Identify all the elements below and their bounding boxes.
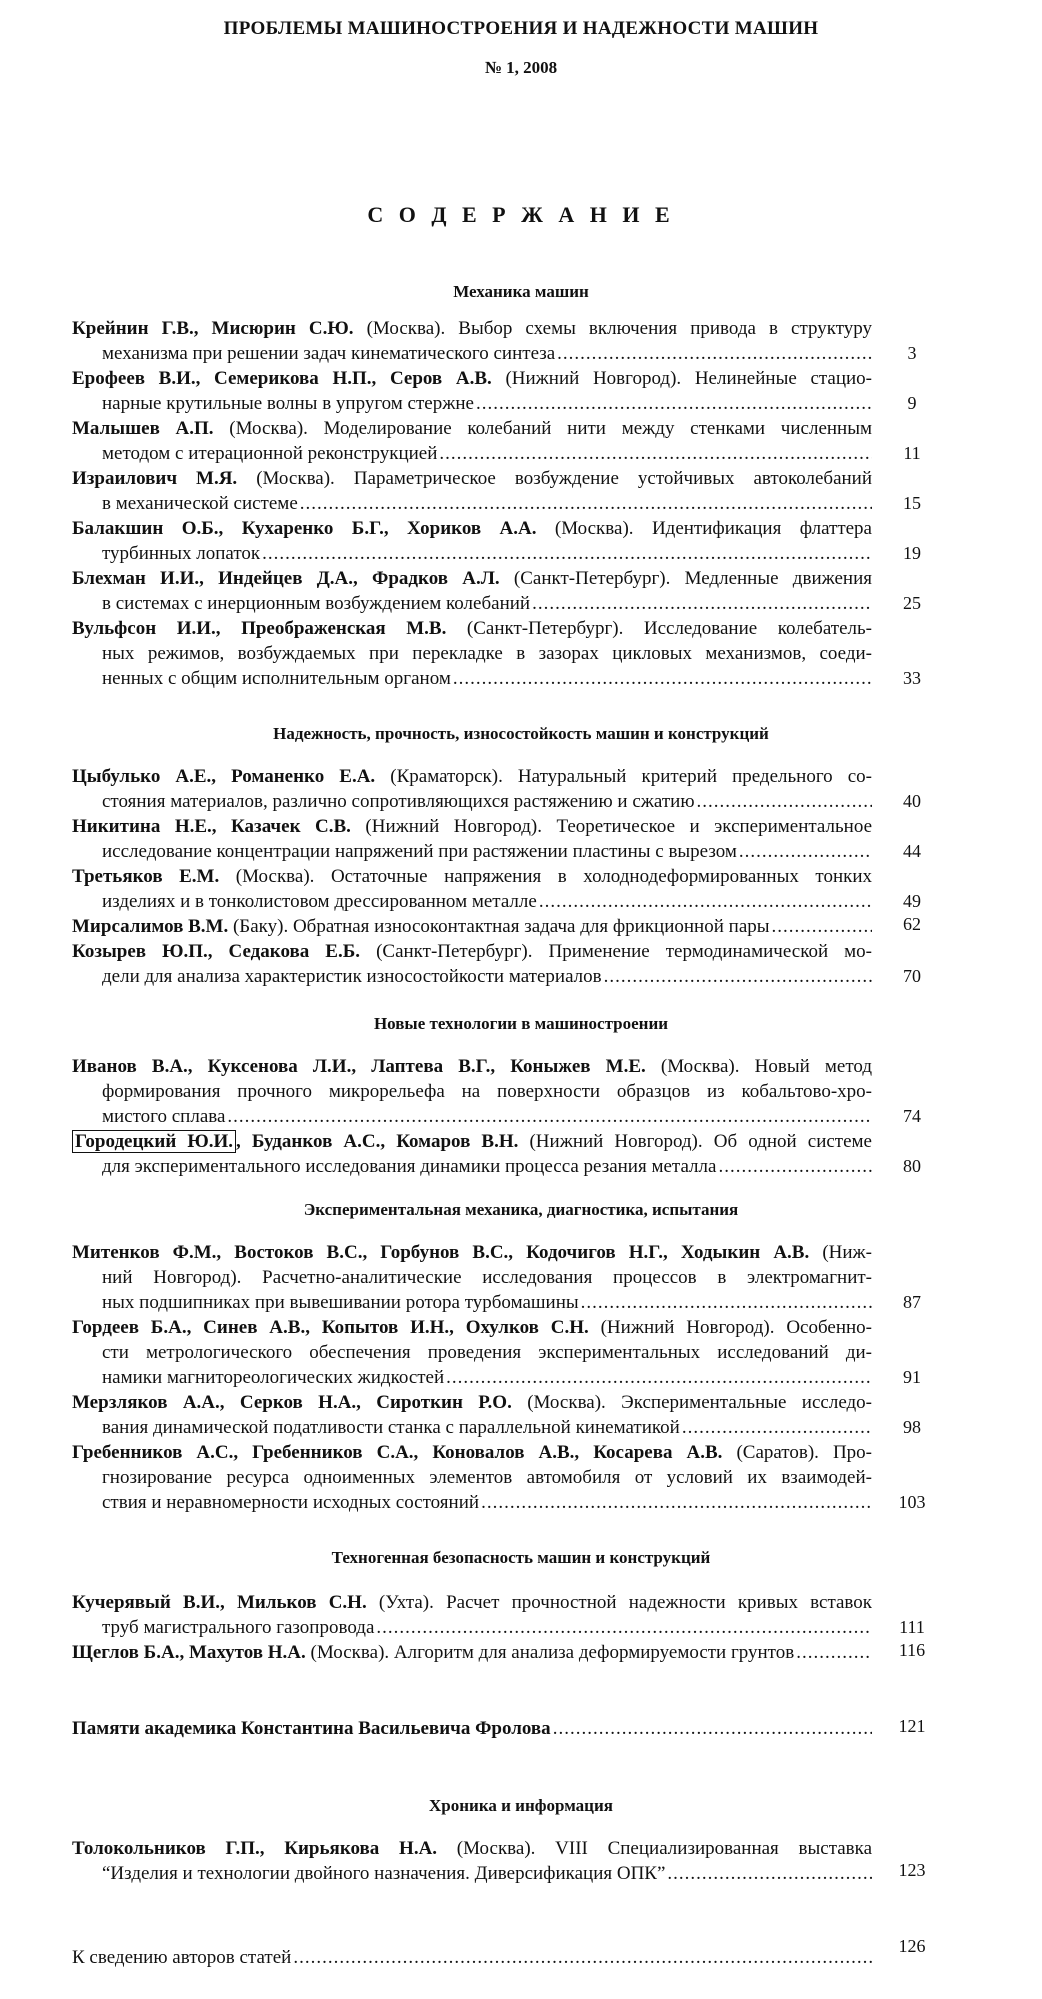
dot-leader [446,1365,872,1390]
entry-authors: Толокольников Г.П., Кирьякова Н.А. [72,1838,438,1859]
dot-leader [557,341,872,366]
section-title: Хроника и информация [429,1796,613,1815]
section-title: Механика машин [453,282,589,301]
entry-title: в системах с инерционным возбуждением колебаний [102,593,531,614]
entry-title: методом с итерационной реконструкцией [102,443,438,464]
entry-title: нарные крутильные волны в упругом стержне [102,393,474,414]
entry-authors: Памяти академика Константина Васильевича Фролова [72,1718,551,1739]
dot-leader [532,591,872,616]
toc-entry[interactable] [72,316,872,366]
dot-leader [682,1415,872,1440]
entry-title: мистого сплава [102,1106,226,1127]
section-title: Надежность, прочность, износостойкость машин и конструкций [273,724,769,743]
journal-title: ПРОБЛЕМЫ МАШИНОСТРОЕНИЯ И НАДЕЖНОСТИ МАШИН [223,18,819,39]
entry-title: (Москва). Параметрическое возбуждение устойчивых автоколебаний [256,468,872,489]
page-number: 62 [903,914,921,934]
toc-entry[interactable] [72,516,872,566]
dot-leader [376,1615,872,1640]
entry-title: (Москва). VIII Специализированная выставка [456,1838,872,1859]
entry-title: вания динамической податливости станка с параллельной кинематикой [102,1417,680,1438]
entry-authors: Малышев А.П. [72,418,214,439]
dot-leader [581,1290,872,1315]
entry-title: (Нижний Новгород). Нелинейные стацио- [505,368,872,389]
entry-title: механизма при решении задач кинематического синтеза [102,343,556,364]
entry-title: (Москва). Экспериментальные исследо- [527,1392,872,1413]
page-number: 15 [903,493,921,513]
dot-leader [453,666,872,691]
entry-title: (Ниж- [822,1242,872,1263]
page-number: 111 [899,1617,925,1637]
dot-leader [667,1861,872,1886]
page-number: 70 [903,966,921,986]
entry-title: (Краматорск). Натуральный критерий предельного со- [390,766,872,787]
toc-entry[interactable] [72,416,872,466]
page-number: 3 [907,343,917,363]
section-title: Экспериментальная механика, диагностика, испытания [303,1200,739,1219]
entry-title: ных подшипниках при вывешивании ротора турбомашины [102,1292,579,1313]
entry-authors: Крейнин Г.В., Мисюрин С.Ю. [72,318,354,339]
entry-title: (Москва). Остаточные напряжения в холоднодеформированных тонких [235,866,872,887]
entry-authors: Кучерявый В.И., Мильков С.Н. [72,1592,367,1613]
toc-entry[interactable] [72,1390,872,1440]
toc-entry[interactable] [72,566,872,616]
contents-heading: С О Д Е Р Ж А Н И Е [367,202,675,227]
page-number: 98 [903,1417,921,1437]
page-number: 9 [907,393,917,413]
page-number: 87 [903,1292,921,1312]
entry-title: формирования прочного микрорельефа на поверхности образцов из кобальтово-хро- [102,1081,872,1102]
entry-title: (Москва). Алгоритм для анализа деформируемости грунтов [310,1642,795,1663]
dot-leader [293,1945,872,1970]
dot-leader [697,789,872,814]
entry-title: (Москва). Идентификация флаттера [554,518,872,539]
entry-title: для экспериментального исследования динамики процесса резания металла [102,1156,717,1177]
dot-leader [262,541,872,566]
entry-authors: Гордеев Б.А., Синев А.В., Копытов И.Н., Охулков С.Н. [72,1317,589,1338]
entry-title: ний Новгород). Расчетно-аналитические исследования процессов в электромагнит- [102,1267,872,1288]
page-number: 123 [898,1860,926,1880]
entry-title: (Москва). Моделирование колебаний нити между стенками численным [229,418,872,439]
toc-entry[interactable] [72,366,872,416]
dot-leader [227,1104,872,1129]
entry-authors: Митенков Ф.М., Востоков В.С., Горбунов В.С., Кодочигов Н.Г., Ходыкин А.В. [72,1242,810,1263]
page-number: 91 [903,1367,921,1387]
toc-entry[interactable] [72,616,872,691]
entry-title: (Москва). Новый метод [660,1056,872,1077]
toc-entry[interactable] [72,1054,872,1129]
entry-title: (Нижний Новгород). Особенно- [600,1317,872,1338]
dot-leader [739,839,872,864]
entry-title: гнозирование ресурса одноименных элементов автомобиля от условий их взаимодей- [102,1467,872,1488]
page-number: 126 [898,1936,926,1956]
entry-title: К сведению авторов статей [72,1947,292,1968]
entry-authors: Третьяков Е.М. [72,866,220,887]
entry-authors: , Буданков А.С., Комаров В.Н. [236,1131,519,1152]
journal-issue: № 1, 2008 [484,58,558,77]
section-title: Техногенная безопасность машин и конструкций [331,1548,711,1567]
entry-title: (Саратов). Про- [736,1442,872,1463]
entry-title: исследование концентрации напряжений при растяжении пластины с вырезом [102,841,737,862]
page-number: 44 [903,841,921,861]
toc-entry[interactable] [72,1240,872,1315]
page-number: 80 [903,1156,921,1176]
entry-authors: Ерофеев В.И., Семерикова Н.П., Серов А.В. [72,368,492,389]
page-number: 33 [903,668,921,688]
page-number: 25 [903,593,921,613]
toc-entry[interactable] [72,1440,872,1515]
entry-title: (Москва). Выбор схемы включения привода в структуру [366,318,872,339]
page-number: 19 [903,543,921,563]
entry-title: ненных с общим исполнительным органом [102,668,451,689]
entry-title: “Изделия и технологии двойного назначения. Диверсификация ОПК” [102,1863,666,1884]
entry-title: стояния материалов, различно сопротивляющихся растяжению и сжатию [102,791,695,812]
entry-authors: Вульфсон И.И., Преображенская М.В. [72,618,447,639]
entry-title: (Нижний Новгород). Теоретическое и экспериментальное [365,816,872,837]
toc-entry[interactable] [72,939,872,989]
entry-title: труб магистрального газопровода [102,1617,375,1638]
dot-leader [481,1490,872,1515]
entry-authors: Мерзляков А.А., Серков Н.А., Сироткин Р.О. [72,1392,512,1413]
page-number: 116 [898,1640,926,1660]
dot-leader [539,889,872,914]
dot-leader [604,964,872,989]
toc-entry[interactable] [72,764,872,814]
entry-authors: Никитина Н.Е., Казачек С.В. [72,816,351,837]
page-number: 103 [898,1492,926,1512]
page-number: 49 [903,891,921,911]
section-title: Новые технологии в машиностроении [373,1014,669,1033]
page-number: 40 [903,791,921,811]
entry-title: сти метрологического обеспечения проведения экспериментальных исследований ди- [102,1342,872,1363]
entry-authors: Цыбулько А.Е., Романенко Е.А. [72,766,376,787]
toc-entry[interactable] [72,466,872,516]
entry-title: (Санкт-Петербург). Применение термодинамической мо- [376,941,872,962]
entry-title: (Санкт-Петербург). Медленные движения [513,568,872,589]
dot-leader [476,391,872,416]
entry-title: (Баку). Обратная износоконтактная задача для фрикционной пары [232,916,770,937]
toc-entry[interactable] [72,1315,872,1390]
toc-entry[interactable] [72,1129,872,1179]
toc-entry[interactable] [72,1945,872,1970]
entry-title: ных режимов, возбуждаемых при перекладке в зазорах цикловых механизмов, соеди- [102,643,872,664]
entry-title: (Ухта). Расчет прочностной надежности кривых вставок [378,1592,872,1613]
entry-title: дели для анализа характеристик износостойкости материалов [102,966,602,987]
dot-leader [772,914,872,939]
entry-authors: Гребенников А.С., Гребенников С.А., Коновалов А.В., Косарева А.В. [72,1442,723,1463]
entry-authors: Балакшин О.Б., Кухаренко Б.Г., Хориков А.А. [72,518,537,539]
toc-entry[interactable] [72,1716,872,1741]
entry-title: в механической системе [102,493,298,514]
entry-title: изделиях и в тонколистовом дрессированном металле [102,891,537,912]
dot-leader [718,1154,872,1179]
entry-authors: Щеглов Б.А., Махутов Н.А. [72,1642,306,1663]
toc-entry[interactable] [72,814,872,864]
dot-leader [796,1640,872,1665]
entry-authors: Израилович М.Я. [72,468,238,489]
entry-title: намики магнитореологических жидкостей [102,1367,445,1388]
entry-authors-boxed: Городецкий Ю.И. [72,1130,236,1153]
toc-entry[interactable] [72,1640,872,1665]
entry-title: ствия и неравномерности исходных состояний [102,1492,480,1513]
entry-authors: Козырев Ю.П., Седакова Е.Б. [72,941,361,962]
page-number: 74 [903,1106,921,1126]
entry-authors: Иванов В.А., Куксенова Л.И., Лаптева В.Г., Коныжев М.Е. [72,1056,646,1077]
dot-leader [553,1716,872,1741]
toc-entry[interactable] [72,1836,872,1886]
entry-title: (Санкт-Петербург). Исследование колебатель- [466,618,872,639]
dot-leader [439,441,872,466]
toc-entry[interactable] [72,864,872,914]
toc-entry[interactable] [72,1590,872,1640]
toc-entry[interactable] [72,914,872,939]
entry-authors: Мирсалимов В.М. [72,916,229,937]
page-number: 11 [903,443,921,463]
page-number: 121 [898,1716,926,1736]
entry-title: (Нижний Новгород). Об одной системе [529,1131,872,1152]
entry-title: турбинных лопаток [102,543,261,564]
dot-leader [300,491,872,516]
entry-authors: Блехман И.И., Индейцев Д.А., Фрадков А.Л. [72,568,500,589]
